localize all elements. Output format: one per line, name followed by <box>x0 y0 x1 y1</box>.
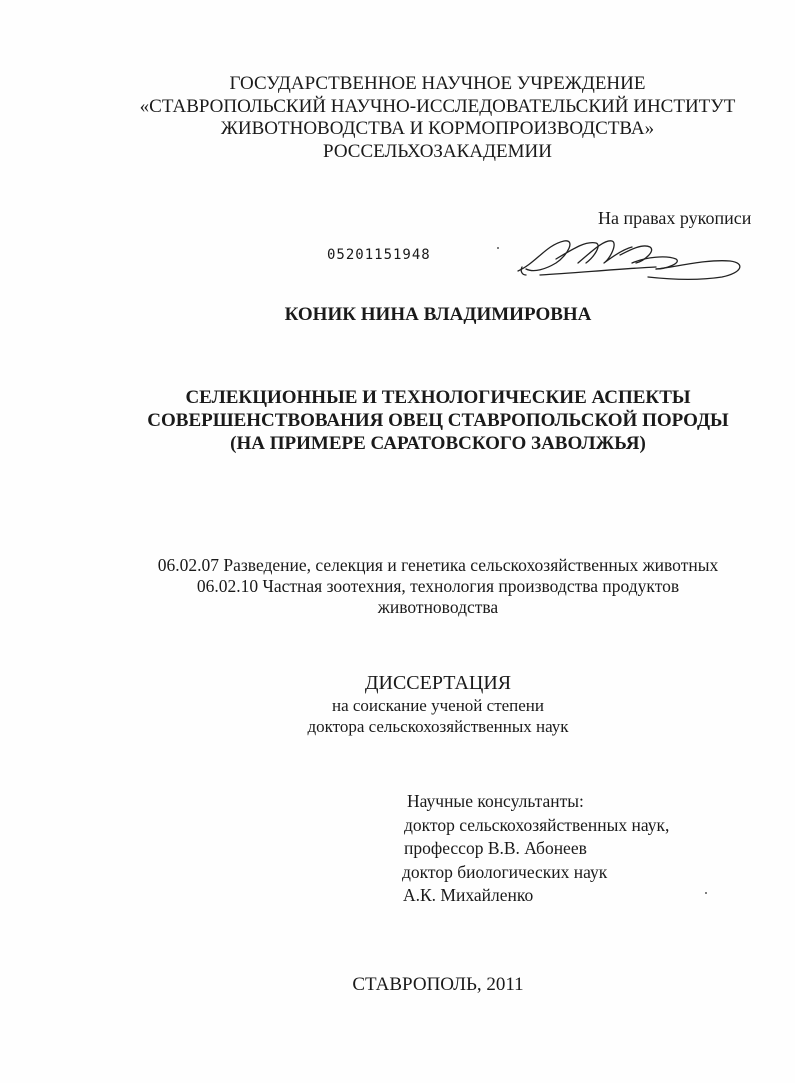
title-line-1: СЕЛЕКЦИОННЫЕ И ТЕХНОЛОГИЧЕСКИЕ АСПЕКТЫ <box>185 387 691 408</box>
institution-line-4: РОССЕЛЬХОЗАКАДЕМИИ <box>323 140 552 162</box>
degree-line-2: доктора сельскохозяйственных наук <box>307 717 569 736</box>
institution-line-1: ГОСУДАРСТВЕННОЕ НАУЧНОЕ УЧРЕЖДЕНИЕ <box>229 73 646 94</box>
title-line-2: СОВЕРШЕНСТВОВАНИЯ ОВЕЦ СТАВРОПОЛЬСКОЙ ПОРОДЫ <box>147 410 729 431</box>
consultants-block <box>400 790 669 908</box>
specialty-line-3: животноводства <box>377 597 499 617</box>
degree-line-1: на соискание ученой степени <box>331 696 545 715</box>
institution-line-2: «СТАВРОПОЛЬСКИЙ НАУЧНО-ИССЛЕДОВАТЕЛЬСКИЙ ИНСТИТУТ <box>139 95 736 117</box>
specialty-line-1: 06.02.07 Разведение, селекция и генетика сельскохозяйственных животных <box>157 555 719 575</box>
document-code: 05201151948 <box>327 247 431 263</box>
dissertation-block <box>0 671 795 737</box>
scan-speck <box>497 247 499 249</box>
dissertation-heading: ДИССЕРТАЦИЯ <box>364 672 512 694</box>
consultants-heading: Научные консультанты: <box>407 791 584 811</box>
manuscript-note: На правах рукописи <box>598 208 752 228</box>
consultant-line-3: доктор биологических наук <box>402 861 608 882</box>
title-line-3: (НА ПРИМЕРЕ САРАТОВСКОГО ЗАВОЛЖЬЯ) <box>230 433 646 454</box>
consultant-line-2: профессор В.В. Абонеев <box>404 838 587 858</box>
scan-speck <box>705 892 707 894</box>
dissertation-title <box>0 386 795 455</box>
specialty-line-2: 06.02.10 Частная зоотехния, технология производства продуктов <box>196 576 680 596</box>
institution-block <box>0 73 795 163</box>
specialties-block <box>0 555 795 618</box>
consultant-line-1: доктор сельскохозяйственных наук, <box>404 814 670 835</box>
signature-image <box>516 233 751 288</box>
consultant-line-4: А.К. Михайленко <box>403 885 534 905</box>
institution-line-3: ЖИВОТНОВОДСТВА И КОРМОПРОИЗВОДСТВА» <box>220 118 655 139</box>
city-year: СТАВРОПОЛЬ, 2011 <box>352 974 524 995</box>
author-name: КОНИК НИНА ВЛАДИМИРОВНА <box>284 304 592 325</box>
